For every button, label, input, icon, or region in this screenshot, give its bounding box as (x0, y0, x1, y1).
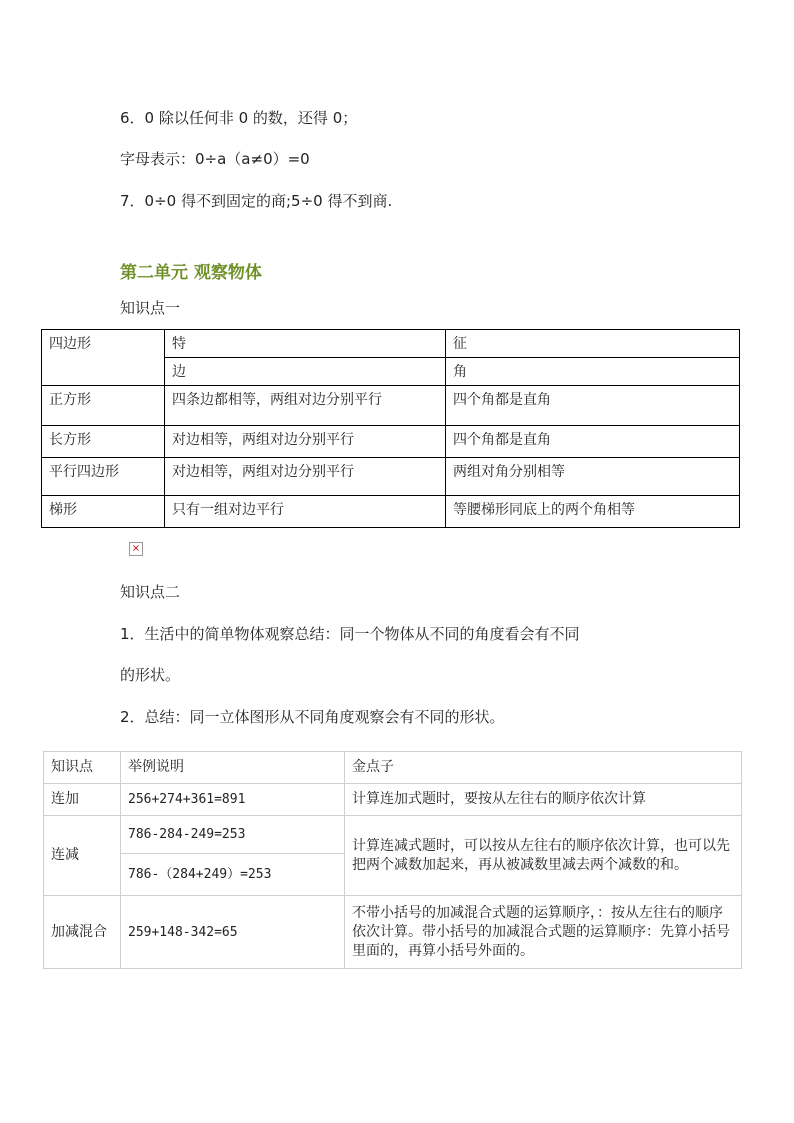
angle-feature: 四个角都是直角 (446, 426, 740, 458)
table-row (42, 496, 740, 528)
topic-name: 连加 (44, 784, 121, 816)
summary-1-line-2: 的形状。 (120, 666, 181, 684)
angle-feature: 两组对角分别相等 (446, 458, 740, 496)
header-quadrilateral: 四边形 (42, 330, 165, 386)
section-title: 第二单元 观察物体 (120, 263, 262, 283)
table-row (42, 386, 740, 426)
example-expression: 256+274+361=891 (121, 784, 345, 816)
topic-name: 连减 (44, 816, 121, 896)
example-expression: 786-（284+249）=253 (121, 854, 345, 896)
letter-expression: 字母表示：0÷a（a≠0）=0 (120, 150, 310, 168)
example-expression: 259+148-342=65 (121, 896, 345, 969)
header-feature-left: 特 (165, 330, 446, 358)
quadrilateral-table (41, 329, 740, 528)
edge-feature: 只有一组对边平行 (165, 496, 446, 528)
tip-text: 计算连加式题时，要按从左往右的顺序依次计算 (345, 784, 742, 816)
header-knowledge-point: 知识点 (44, 752, 121, 784)
table-header-row (44, 752, 742, 784)
table-row (44, 896, 742, 969)
subheader-edge: 边 (165, 358, 446, 386)
angle-feature: 等腰梯形同底上的两个角相等 (446, 496, 740, 528)
header-feature-right: 征 (446, 330, 740, 358)
shape-name: 平行四边形 (42, 458, 165, 496)
rule-6: 6．0 除以任何非 0 的数，还得 0； (120, 109, 358, 127)
table-row (44, 816, 742, 854)
table-row (42, 458, 740, 496)
edge-feature: 对边相等，两组对边分别平行 (165, 458, 446, 496)
subheader-angle: 角 (446, 358, 740, 386)
knowledge-point-1: 知识点一 (120, 299, 181, 317)
edge-feature: 对边相等，两组对边分别平行 (165, 426, 446, 458)
edge-feature: 四条边都相等，两组对边分别平行 (165, 386, 446, 426)
summary-2: 2．总结：同一立体图形从不同角度观察会有不同的形状。 (120, 708, 505, 726)
header-example: 举例说明 (121, 752, 345, 784)
example-expression: 786-284-249=253 (121, 816, 345, 854)
angle-feature: 四个角都是直角 (446, 386, 740, 426)
topic-name: 加减混合 (44, 896, 121, 969)
tip-text: 计算连减式题时，可以按从左往右的顺序依次计算，也可以先把两个减数加起来，再从被减数里减去两个减数的和。 (345, 816, 742, 896)
shape-name: 长方形 (42, 426, 165, 458)
broken-image-icon: × (129, 542, 143, 556)
knowledge-point-2: 知识点二 (120, 583, 181, 601)
header-tip: 金点子 (345, 752, 742, 784)
calculation-table (43, 751, 742, 969)
tip-text: 不带小括号的加减混合式题的运算顺序，：按从左往右的顺序依次计算。带小括号的加减混合式题的运算顺序：先算小括号里面的，再算小括号外面的。 (345, 896, 742, 969)
table-row (44, 784, 742, 816)
summary-1-line-1: 1．生活中的简单物体观察总结：同一个物体从不同的角度看会有不同 (120, 625, 580, 643)
table-row (42, 426, 740, 458)
shape-name: 梯形 (42, 496, 165, 528)
rule-7: 7．0÷0 得不到固定的商;5÷0 得不到商. (120, 192, 393, 210)
shape-name: 正方形 (42, 386, 165, 426)
table-header-row (42, 330, 740, 358)
